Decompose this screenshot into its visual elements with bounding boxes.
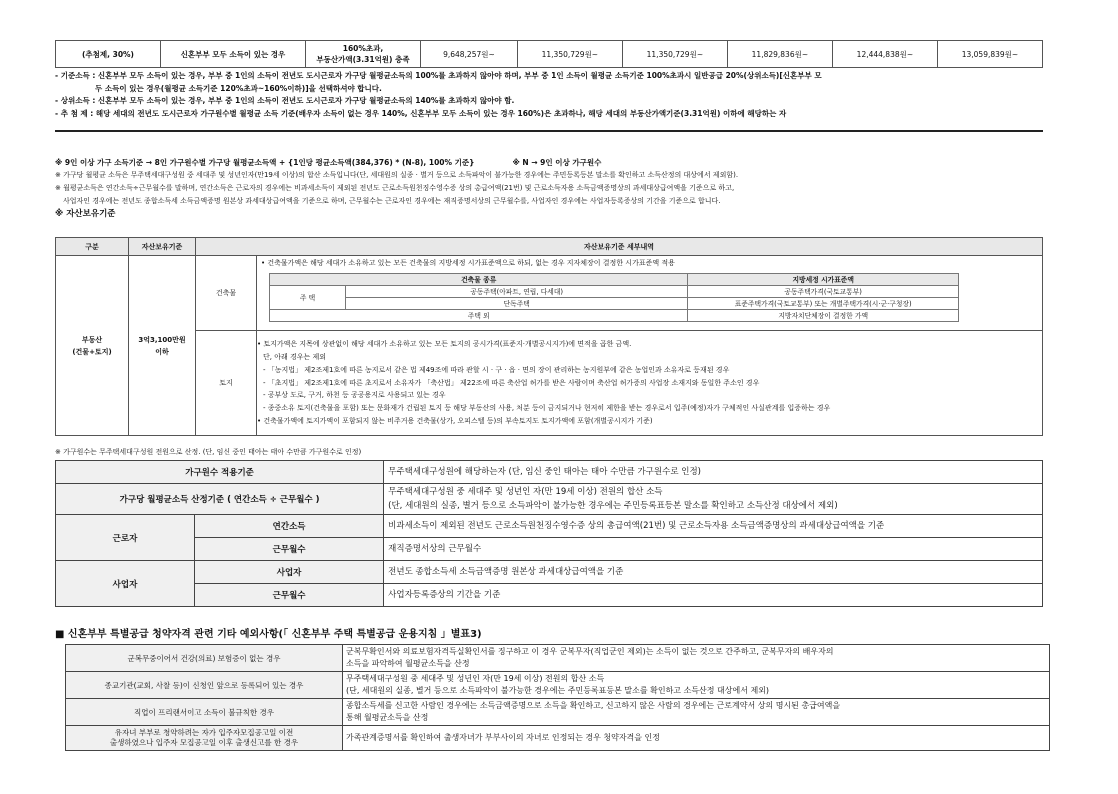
land-line: - 「농지법」 제2조제1호에 따른 농지로서 같은 법 제49조에 따라 관할 시 · 구 · 읍 · 면의 장이 관리하는 농지원부에 같은 농업인과 소유자로 등재된 경우 bbox=[263, 365, 730, 374]
building-std-cell: 지방자치단체장이 결정한 가액 bbox=[688, 309, 959, 321]
note-line: - 상위소득 : 신혼부부 모두 소득이 있는 경우, 부부 중 1인의 소득이 전년도 도시근로자 가구당 월평균소득의 140%를 초과하지 않아야 함. bbox=[55, 96, 515, 105]
asset-threshold-cell bbox=[129, 256, 196, 436]
building-type-table bbox=[269, 273, 959, 322]
table-row bbox=[56, 538, 1043, 561]
table-row bbox=[56, 41, 1043, 68]
income-notes bbox=[55, 70, 1043, 120]
building-detail-cell bbox=[257, 256, 1043, 331]
value-line: (단, 세대원의 실종, 별거 등으로 소득파악이 불가능한 경우에는 주민등록표등본 말소를 확인하고 소득산정 대상에서 제외) bbox=[346, 686, 770, 695]
table-row bbox=[56, 515, 1043, 538]
asset-criteria-table bbox=[55, 237, 1043, 436]
household-criteria-table bbox=[55, 460, 1043, 607]
land-line: - 공부상 도로, 구거, 하천 등 공공용지로 사용되고 있는 경우 bbox=[263, 391, 446, 400]
row-value: 재직증명서상의 근무월수 bbox=[384, 538, 1043, 561]
divider bbox=[55, 130, 1043, 132]
note-line bbox=[55, 156, 1065, 169]
table-row bbox=[56, 584, 1043, 607]
value-line: 무주택세대구성원 중 세대주 및 성년인 자(만 19세 이상) 전원의 합산 소득 bbox=[388, 487, 663, 497]
column-header: 지방세정 시가표준액 bbox=[688, 273, 959, 285]
row-label: 근로자 bbox=[56, 515, 195, 561]
housing-label-cell: 주 택 bbox=[270, 285, 346, 309]
income-value-cell: 13,059,839원~ bbox=[937, 41, 1042, 68]
building-std-cell: 공동주택가격(국토교통부) bbox=[688, 285, 959, 297]
note-text: ※ N → 9인 이상 가구원수 bbox=[512, 158, 602, 167]
table-row bbox=[56, 331, 1043, 436]
household-note: ※ 가구원수는 무주택세대구성원 전원으로 산정. (단, 임신 중인 태아는 태아 수만큼 가구원수로 인정) bbox=[55, 448, 362, 456]
income-criteria-table bbox=[55, 40, 1043, 68]
building-kind-cell: 단독주택 bbox=[346, 297, 688, 309]
row-value: 사업자등록증상의 기간을 기준 bbox=[384, 584, 1043, 607]
label-line: 출생하였으나 입주자 모집공고일 이후 출생신고를 한 경우 bbox=[109, 738, 299, 747]
column-header: 자산보유기준 세부내역 bbox=[196, 238, 1043, 256]
criteria-line: 160%초과, bbox=[342, 44, 384, 53]
table-row bbox=[56, 561, 1043, 584]
note-line: ※ 가구당 월평균 소득은 무주택세대구성원 중 세대주 및 성년인자(만19세 이상)의 합산 소득입니다(단, 세대원의 실종 · 별거 등으로 소득파악이 불가능한 경우에는 주민등록등본 말소를 확인하고 소득산정의 대상에서 제외함). bbox=[55, 171, 739, 179]
row-value bbox=[343, 699, 1050, 726]
value-line: 가족관계증명서를 확인하여 출생자녀가 부부사이의 자녀로 인정되는 경우 청약자격을 인정 bbox=[346, 733, 661, 742]
table-row bbox=[66, 645, 1050, 672]
general-notes bbox=[55, 156, 1065, 221]
table-row bbox=[66, 726, 1050, 751]
threshold-line: 3억3,100만원 bbox=[138, 335, 186, 344]
building-kind-cell: 주택 외 bbox=[270, 309, 688, 321]
row-label: 가구당 월평균소득 산정기준 ( 연간소득 ÷ 근무월수 ) bbox=[56, 484, 384, 515]
row-value bbox=[343, 672, 1050, 699]
land-line: - 종중소유 토지(건축물을 포함) 또는 문화재가 건립된 토지 등 해당 부동산의 사용, 처분 등이 금지되거나 현저히 제한을 받는 경우로서 입주(예정)자가 구체적인 사실관계를 입증하는 경우 bbox=[263, 404, 831, 413]
land-line: - 「초지법」 제2조제1호에 따른 초지로서 소유자가 「축산법」 제22조에 따른 축산업 허가를 받은 사람이며 축산업 허가증의 사업장 소재지와 동일한 주소인 경우 bbox=[263, 378, 760, 387]
row-value: 전년도 종합소득세 소득금액증명 원본상 과세대상급여액을 기준 bbox=[384, 561, 1043, 584]
income-category-cell: 신혼부부 모두 소득이 있는 경우 bbox=[161, 41, 306, 68]
value-line: 군복무확인서와 의료보험자격득실확인서를 징구하고 이 경우 군복무자(직업군인 제외)는 소득이 없는 것으로 간주하고, 군복무자의 배우자의 bbox=[346, 647, 834, 656]
land-detail-cell bbox=[257, 331, 1043, 436]
threshold-line: 이하 bbox=[155, 347, 169, 356]
row-label: 종교기관(교회, 사찰 등)이 신청인 앞으로 등록되어 있는 경우 bbox=[66, 672, 343, 699]
row-label: 사업자 bbox=[56, 561, 195, 607]
table-row bbox=[66, 699, 1050, 726]
value-line: (단, 세대원의 실종, 별거 등으로 소득파악이 불가능한 경우에는 주민등록표등본 말소를 확인하고 소득산정 대상에서 제외) bbox=[388, 501, 838, 511]
income-value-cell: 11,829,836원~ bbox=[727, 41, 832, 68]
criteria-cell bbox=[306, 41, 421, 68]
note-line: 사업자인 경우에는 전년도 종합소득세 소득금액증명 원본상 과세대상급여액을 기준으로 하며, 근무월수는 근로자인 경우에는 재직증명서상의 근무월수를, 사업자인 경우에는 사업자등록증상의 기간을 기준으로 합니다. bbox=[63, 197, 721, 205]
table-row bbox=[270, 297, 959, 309]
building-kind-cell: 공동주택(아파트, 연립, 다세대) bbox=[346, 285, 688, 297]
income-value-cell: 9,648,257원~ bbox=[421, 41, 518, 68]
building-intro: • 건축물가액은 해당 세대가 소유하고 있는 모든 건축물의 지방세정 시가표준액으로 하되, 없는 경우 지자체장이 결정한 시가표준액 적용 bbox=[261, 259, 675, 267]
value-line: 무주택세대구성원 중 세대주 및 성년인 자(만 19세 이상) 전원의 합산 소득 bbox=[346, 674, 605, 683]
note-text: ※ 9인 이상 가구 소득기준 → 8인 가구원수별 가구당 월평균소득액 + {1인당 평균소득액(384,376) * (N-8), 100% 기준} bbox=[55, 158, 475, 167]
sub-label: 연간소득 bbox=[195, 515, 384, 538]
category-line: 부동산 bbox=[81, 335, 103, 344]
table-row bbox=[270, 285, 959, 297]
supply-type-cell: (추첨제, 30%) bbox=[56, 41, 161, 68]
note-line: - 기준소득 : 신혼부부 모두 소득이 있는 경우, 부부 중 1인의 소득이 전년도 도시근로자 가구당 월평균소득의 100%를 초과하지 않아야 하며, 부부 중 1인 소득이 월평균 소득기준 100%초과시 일반공급 20%(상위소득)[신혼부부 모 bbox=[55, 71, 822, 80]
sub-label: 근무월수 bbox=[195, 538, 384, 561]
land-line: 단, 아래 경우는 제외 bbox=[263, 353, 326, 361]
column-header: 구분 bbox=[56, 238, 129, 256]
note-line: 두 소득이 있는 경우(월평균 소득기준 120%초과~160%이하)]을 선택하셔야 합니다. bbox=[95, 83, 382, 93]
category-line: (건물+토지) bbox=[72, 347, 112, 356]
column-header: 자산보유기준 bbox=[129, 238, 196, 256]
land-line: • 건축물가액에 토지가액이 포함되지 않는 비주거용 건축물(상가, 오피스텔 등)의 부속토지도 토지가액에 포함(개별공시지가 기준) bbox=[257, 416, 653, 425]
criteria-line: 부동산가액(3.31억원) 충족 bbox=[316, 55, 410, 64]
income-value-cell: 11,350,729원~ bbox=[622, 41, 727, 68]
table-row bbox=[66, 672, 1050, 699]
asset-category-cell bbox=[56, 256, 129, 436]
row-value bbox=[343, 645, 1050, 672]
income-value-cell: 11,350,729원~ bbox=[517, 41, 622, 68]
table-row bbox=[56, 256, 1043, 331]
row-value bbox=[343, 726, 1050, 751]
table-row bbox=[270, 309, 959, 321]
table-row bbox=[56, 461, 1043, 484]
land-line: • 토지가액은 지목에 상관없이 해당 세대가 소유하고 있는 모든 토지의 공시가격(표준지·개별공시지가)에 면적을 곱한 금액. bbox=[257, 340, 632, 349]
row-label: 가구원수 적용기준 bbox=[56, 461, 384, 484]
row-value: 무주택세대구성원에 해당하는자 (단, 임신 중인 태아는 태아 수만큼 가구원수로 인정) bbox=[384, 461, 1043, 484]
row-label: 군복무중이어서 건강(의료) 보험증이 없는 경우 bbox=[66, 645, 343, 672]
value-line: 종합소득세를 신고한 사람인 경우에는 소득금액증명으로 소득을 확인하고, 신고하지 않은 사람의 경우에는 근로계약서 상의 명시된 총급여액을 bbox=[346, 701, 841, 710]
section-title: ※ 자산보유기준 bbox=[55, 209, 116, 219]
table-row bbox=[56, 484, 1043, 515]
income-value-cell: 12,444,838원~ bbox=[832, 41, 937, 68]
value-line: 통해 월평균소득을 산정 bbox=[346, 713, 429, 722]
building-label-cell: 건축물 bbox=[196, 256, 257, 331]
row-label: 직업이 프리랜서이고 소득이 불규칙한 경우 bbox=[66, 699, 343, 726]
value-line: 소득을 파악하여 월평균소득을 산정 bbox=[346, 659, 470, 668]
column-header: 건축물 종류 bbox=[270, 273, 688, 285]
exceptions-table bbox=[65, 644, 1050, 751]
sub-label: 근무월수 bbox=[195, 584, 384, 607]
table-header-row bbox=[56, 238, 1043, 256]
row-label bbox=[66, 726, 343, 751]
row-value bbox=[384, 484, 1043, 515]
note-line: - 추 첨 제 : 해당 세대의 전년도 도시근로자 가구원수별 월평균 소득 기준(배우자 소득이 없는 경우 140%, 신혼부부 모두 소득이 있는 경우 160%)은 초과하나, 해당 세대의 부동산가액기준(3.31억원) 이하에 해당하는 자 bbox=[55, 108, 787, 118]
note-line: ※ 월평균소득은 연간소득÷근무월수를 말하며, 연간소득은 근로자의 경우에는 비과세소득이 제외된 전년도 근로소득원천징수영수증 상의 총급여액(21번) 및 근로소득자용 소득금액증명상의 과세대상급여액을 기준으로 하고, bbox=[55, 184, 735, 192]
section-title: ■ 신혼부부 특별공급 청약자격 관련 기타 예외사항(「 신혼부부 주택 특별공급 운용지침 」별표3) bbox=[55, 629, 482, 640]
land-label-cell: 토지 bbox=[196, 331, 257, 436]
row-value: 비과세소득이 제외된 전년도 근로소득원천징수영수증 상의 총급여액(21번) 및 근로소득자용 소득금액증명상의 과세대상급여액을 기준 bbox=[384, 515, 1043, 538]
sub-label: 사업자 bbox=[195, 561, 384, 584]
label-line: 유자녀 부부로 청약하려는 자가 입주자모집공고일 이전 bbox=[114, 728, 294, 737]
table-header-row bbox=[270, 273, 959, 285]
building-std-cell: 표준주택가격(국토교통부) 또는 개별주택가격(시·군·구청장) bbox=[688, 297, 959, 309]
